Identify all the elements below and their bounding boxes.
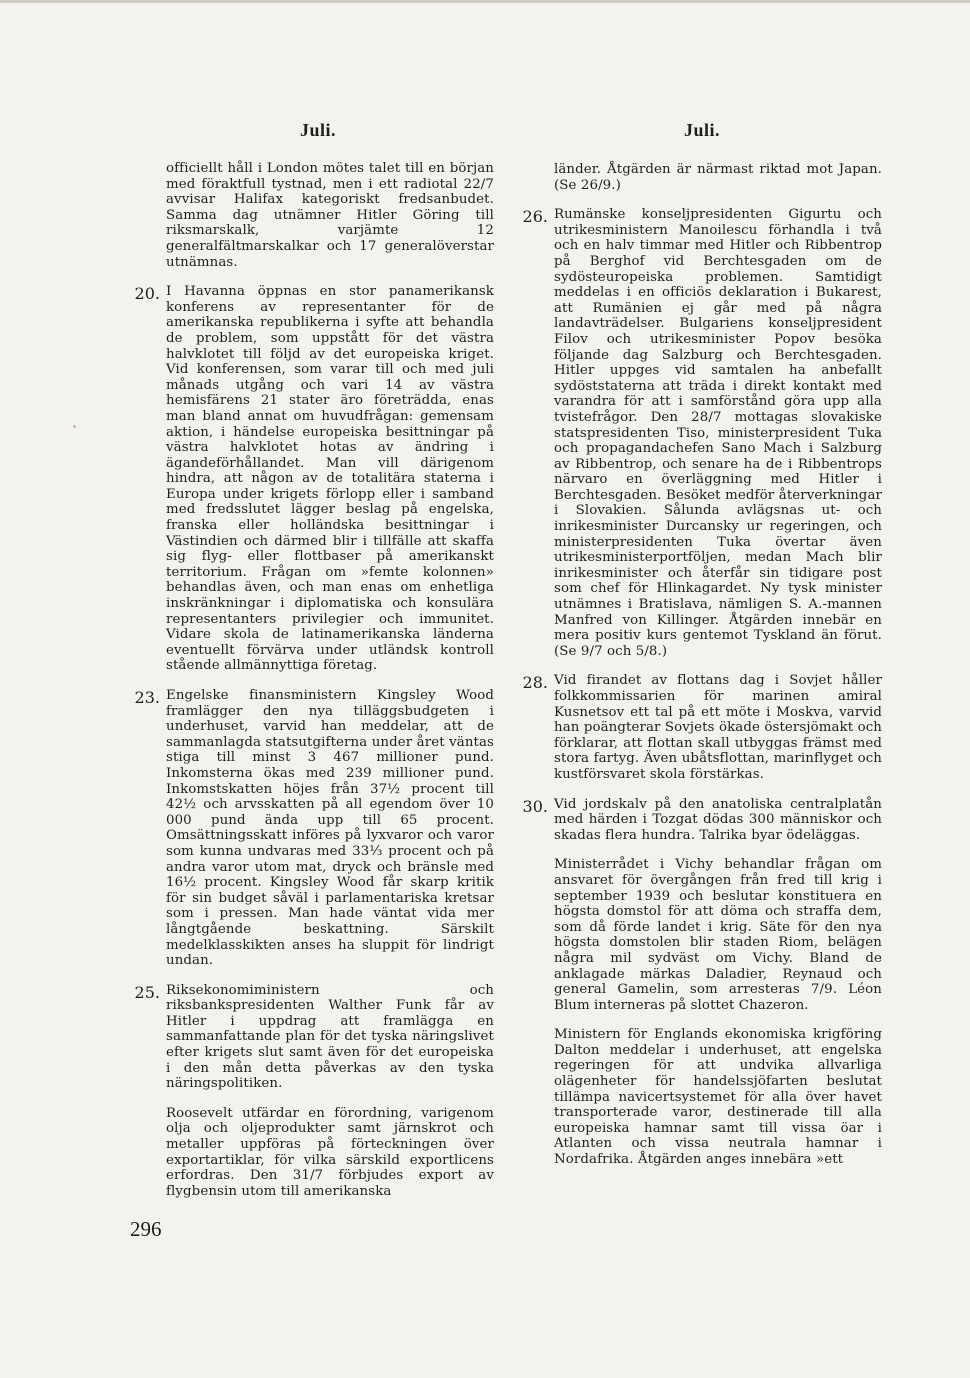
entry-paragraph: Engelske finansministern Kingsley Wood framlägger den nya tilläggsbudgeten i underhuset, varvid han meddelar, att de sammanlagda statsutgifterna under året väntas stiga till minst 3 467 millioner pund. Inkomsterna ökas med 239 millioner pund. Inkomstskatten höjes från 37½ procent till 42½ och arvsskatten på all egendom över 10 000 pund ända upp till 65 procent. Omsättningsskatt införes på lyxvaror och varor som kunna undvaras med 33⅓ procent och på andra varor utom mat, dryck och bränsle med 16½ procent. Kingsley Wood får skarp kritik för sin budget såväl i parlamentariska kretsar som i pressen. Man hade väntat vida mer långtgående beskattning. Särskilt medelklasskikten anses ha sluppit för lindrigt undan. — [166, 688, 494, 969]
entry-paragraph: Vid jordskalv på den anatoliska centralplatån med härden i Tozgat dödas 300 människor och skadas flera hundra. Talrika byar ödeläggas. — [554, 796, 882, 843]
entry-23 — [134, 688, 494, 969]
entry-paragraph: Riksekonomiministern och riksbankspresidenten Walther Funk får av Hitler i uppdrag att framlägga en sammanfattande plan för det tyska näringslivet efter krigets slut samt även för det europeiska i den mån detta påverkas av den tyska näringspolitiken. — [166, 982, 494, 1092]
entry-date-number: 30. — [522, 796, 548, 816]
entry-paragraph: Vid firandet av flottans dag i Sovjet håller folkkommissarien för marinen amiral Kusnetsov ett tal på ett möte i Moskva, varvid han poängterar Sovjets ökade östersjömakt och förklarar, att flottan skall utbyggas främst med stora fartyg. Även ubåtsflottan, marinflyget och kustförsvaret skola förstärkas. — [554, 673, 882, 782]
right-intro-paragraph: länder. Åtgärden är närmast riktad mot Japan. (Se 26/9.) — [554, 162, 882, 193]
entry-paragraph: Roosevelt utfärdar en förordning, varigenom olja och oljeprodukter samt järnskrot och metaller uppföras på förteckningen över exportartiklar, för vilka särskild exportlicens erfordras. Den 31/7 förbjudes export av flygbensin utom till amerikanska — [166, 1105, 494, 1199]
entry-date-number: 23. — [134, 688, 160, 707]
left-column-body — [134, 161, 494, 1213]
left-intro-paragraph: officiellt håll i London mötes talet till en början med föraktfull tystnad, men i ett radiotal 22/7 avvisar Halifax kategoriskt fredsanbudet. Samma dag utnämner Hitler Göring till riksmarskalk, varjämte 12 generalfältmarskalkar och 17 generalöverstar utnämnas. — [166, 161, 494, 270]
entry-date-number: 26. — [522, 207, 548, 227]
closing-paragraph-vichy: Ministerrådet i Vichy behandlar frågan om ansvaret för övergången från fred till krig i september 1939 och beslutar konstituera en högsta domstol för att döma och straffa dem, som då förde landet i krig. Säte för den nya högsta domstolen blir staden Riom, belägen några mil sydväst om Vichy. Bland de anklagade märkas Daladier, Reynaud och general Gamelin, som arresteras 7/9. Léon Blum interneras på slottet Chazeron. — [554, 857, 882, 1013]
entry-paragraph: I Havanna öppnas en stor panamerikansk konferens av representanter för de amerikanska republikerna i syfte att behandla de problem, som uppstått för det västra halvklotet till följd av det europeiska kriget. Vid konferensen, som varar till och med juli månads utgång och vari 14 av västra hemisfärens 21 stater äro företrädda, enas man bland annat om huvudfrågan: gemensam aktion, i händelse europeiska besittningar på västra halvklotet hotas av ändring i ägandeförhållandet. Man vill därigenom hindra, att någon av de totalitära staterna i Europa under krigets förlopp eller i samband med fredsslutet lägger beslag på engelska, franska eller holländska besittningar i Västindien och därmed blir i tillfälle att skaffa sig flyg- eller flottbaser på amerikanskt territorium. Frågan om »femte kolonnen» behandlas även, och man enas om enhetliga inskränkningar i diplomatiska och konsulära representanters privilegier och immunitet. Vidare skola de latinamerikanska länderna eventuellt förvärva under utländsk kontroll stående allmännyttiga företag. — [166, 284, 494, 674]
entry-20 — [134, 284, 494, 674]
left-column-heading: Juli. — [300, 120, 337, 140]
top-edge-rule — [0, 0, 970, 3]
entry-25 — [134, 982, 494, 1200]
entry-28 — [522, 673, 882, 782]
right-column-body — [522, 162, 882, 1182]
entry-26 — [522, 207, 882, 659]
margin-speck — [73, 425, 76, 428]
page-number: 296 — [130, 1217, 162, 1241]
closing-paragraph-dalton: Ministern för Englands ekonomiska krigföring Dalton meddelar i underhuset, att engelska regeringen för att undvika allvarliga olägenheter för handelssjöfarten beslutat tillämpa navicertsystemet för alla över havet transporterade varor, destinerade till alla europeiska hamnar samt till vissa öar i Atlanten och vissa neutrala hamnar i Nordafrika. Åtgärden anges innebära »ett — [554, 1027, 882, 1168]
entry-date-number: 28. — [522, 673, 548, 693]
right-column-heading: Juli. — [684, 120, 721, 140]
entry-date-number: 20. — [134, 284, 160, 304]
entry-30 — [522, 796, 882, 844]
entry-paragraph: Rumänske konseljpresidenten Gigurtu och utrikesministern Manoilescu förhandla i två och en halv timmar med Hitler och Ribbentrop på Berghof vid Berchtesgaden om de sydösteuropeiska problemen. Samtidigt meddelas i en officiös deklaration i Bukarest, att Rumänien ej går med på några landavträdelser. Bulgariens konseljpresident Filov och utrikesminister Popov besöka följande dag Salzburg och Berchtesgaden. Hitler uppges vid samtalen ha anbefallt sydöststaterna att träda i direkt kontakt med varandra för att i samförstånd göra upp alla tvistefrågor. Den 28/7 mottagas slovakiske statspresidenten Tiso, ministerpresident Tuka och propagandachefen Sano Mach i Salzburg av Ribbentrop, och senare ha de i Ribbentrops närvaro en överläggning med Hitler i Berchtesgaden. Besöket medför återverkningar i Slovakien. Sålunda avlägsnas ut- och inrikesminister Durcansky ur regeringen, och ministerpresidenten Tuka övertar även utrikesministerportföljen, medan Mach blir inrikesminister och återfår sin tidigare post som chef för Hlinkagardet. Ny tysk minister utnämnes i Bratislava, nämligen S. A.-mannen Manfred von Killinger. Åtgärden innebär en mera positiv kurs gentemot Tyskland än förut. (Se 9/7 och 5/8.) — [554, 207, 882, 659]
entry-date-number: 25. — [134, 982, 160, 1002]
